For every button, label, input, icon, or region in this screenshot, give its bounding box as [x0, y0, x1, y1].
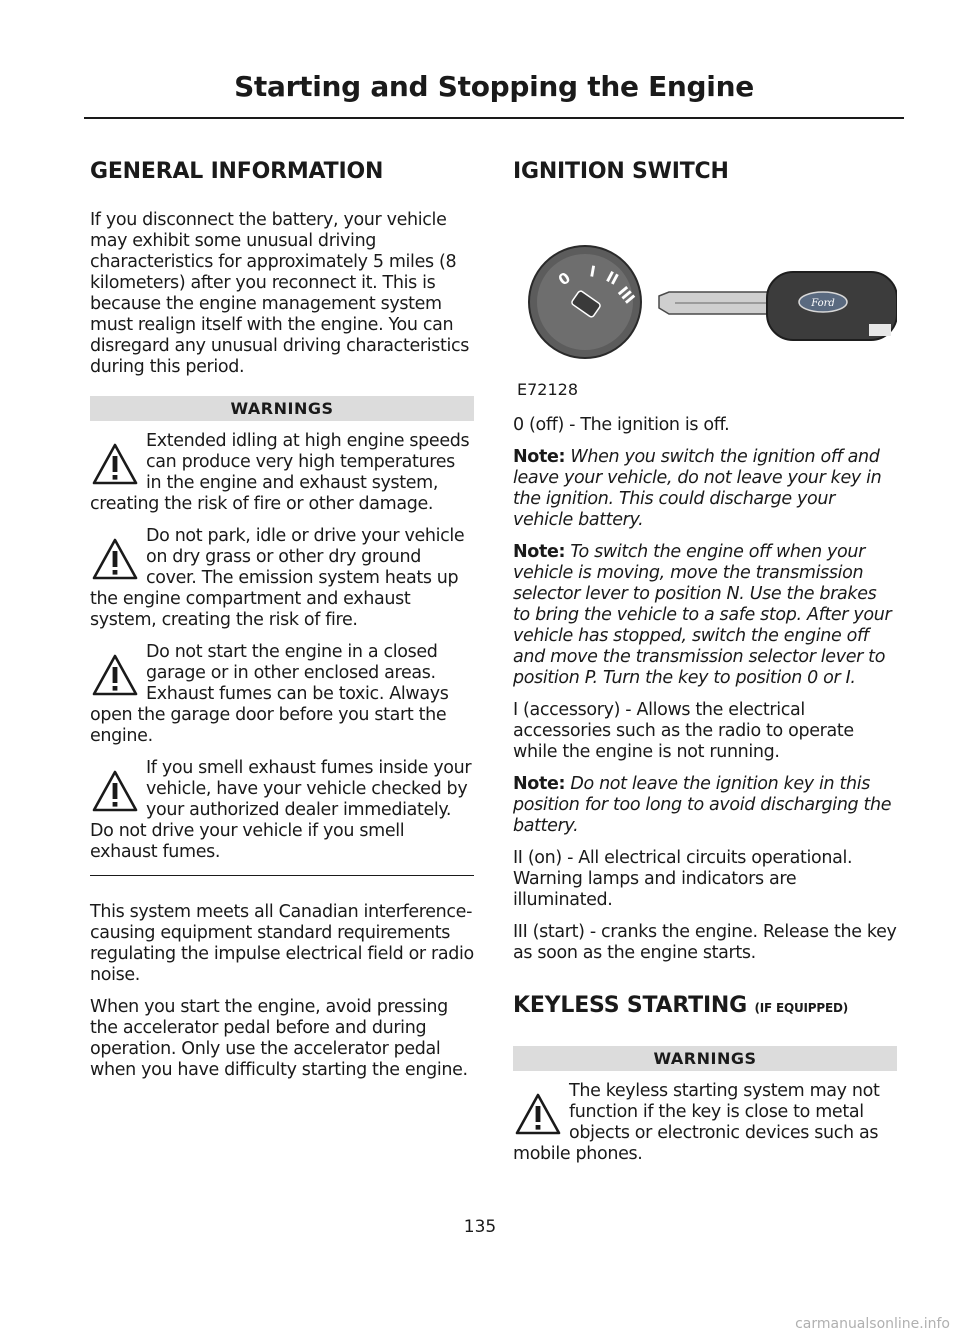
note-label: Note: — [513, 447, 566, 467]
note-text: When you switch the ignition off and leave your vehicle, do not leave your key in the ignition. This could discharge your vehicle battery. — [513, 447, 882, 530]
warning-triangle-icon — [90, 650, 140, 700]
canadian-standard-paragraph: This system meets all Canadian interference-causing equipment standard requirements regulating the impulse electrical field or radio noise. — [90, 902, 474, 985]
keyless-heading-text: KEYLESS STARTING — [513, 993, 747, 1018]
position-on-text: II (on) - All electrical circuits operational. Warning lamps and indicators are illuminated. — [513, 848, 853, 910]
left-column — [90, 152, 474, 1092]
ignition-key-illustration — [513, 210, 897, 380]
ignition-switch-heading: IGNITION SWITCH — [513, 159, 729, 184]
position-off-text: 0 (off) - The ignition is off. — [513, 415, 730, 435]
note-label: Note: — [513, 542, 566, 562]
accelerator-paragraph: When you start the engine, avoid pressing the accelerator pedal before and during operation. Only use the accelerator pedal when you have difficulty starting the engine. — [90, 997, 468, 1080]
note-3 — [513, 774, 897, 837]
warning-text: Do not start the engine in a closed garage or in other enclosed areas. Exhaust fumes can be toxic. Always open the garage door before you start the engine. — [90, 642, 449, 746]
warning-triangle-icon — [513, 1089, 563, 1139]
note-text: To switch the engine off when your vehicle is moving, move the transmission selector lever to position N. Use the brakes to bring the vehicle to a safe stop. After your vehicle has stopped, switch the engine off and move the transmission selector lever to position P. Turn the key to position 0 or I. — [513, 542, 892, 688]
key-label-tag — [869, 324, 891, 336]
warning-triangle-icon — [90, 534, 140, 584]
keyless-warnings-title: WARNINGS — [513, 1046, 897, 1071]
position-accessory-text: I (accessory) - Allows the electrical accessories such as the radio to operate while the engine is not running. — [513, 700, 854, 762]
warning-item — [513, 1081, 897, 1165]
keyless-starting-heading — [513, 986, 897, 1028]
header-rule — [84, 117, 904, 119]
ford-logo-text: Ford — [811, 298, 835, 309]
position-2-label: II — [603, 267, 622, 289]
warnings-end-rule — [90, 875, 474, 876]
watermark: carmanualsonline.info — [795, 1316, 950, 1332]
warning-text: Extended idling at high engine speeds can produce very high temperatures in the engine and exhaust system, creating the risk of fire or other damage. — [90, 431, 470, 514]
position-start-text: III (start) - cranks the engine. Release the key as soon as the engine starts. — [513, 922, 897, 963]
intro-paragraph: If you disconnect the battery, your vehicle may exhibit some unusual driving characteristics for approximately 5 miles (8 kilometers) after you reconnect it. This is because the engine management system must realign itself with the engine. You can disregard any unusual driving characteristics during this period. — [90, 210, 470, 377]
warning-triangle-icon — [90, 439, 140, 489]
right-column — [513, 152, 897, 1176]
position-0-label: 0 — [554, 268, 574, 290]
warning-text: If you smell exhaust fumes inside your vehicle, have your vehicle checked by your authorized dealer immediately. Do not drive your vehicle if you smell exhaust fumes. — [90, 758, 472, 862]
note-2 — [513, 542, 897, 689]
warning-triangle-icon — [90, 766, 140, 816]
figure-code: E72128 — [517, 380, 579, 399]
page-header-title: Starting and Stopping the Engine — [234, 70, 754, 103]
warning-item — [90, 526, 474, 631]
warning-item — [90, 642, 474, 747]
ignition-figure — [513, 210, 897, 415]
warning-item — [90, 431, 474, 515]
page-number: 135 — [463, 1217, 497, 1237]
note-label: Note: — [513, 774, 566, 794]
general-information-heading: GENERAL INFORMATION — [90, 159, 384, 184]
note-text: Do not leave the ignition key in this position for too long to avoid discharging the battery. — [513, 774, 892, 836]
warnings-title: WARNINGS — [90, 396, 474, 421]
note-1 — [513, 447, 897, 531]
position-1-label: I — [588, 262, 597, 281]
warning-text: The keyless starting system may not function if the key is close to metal objects or electronic devices such as mobile phones. — [513, 1081, 880, 1164]
position-3-label: III — [613, 283, 639, 308]
keyless-if-equipped: (IF EQUIPPED) — [754, 1001, 849, 1015]
warning-text: Do not park, idle or drive your vehicle on dry grass or other dry ground cover. The emission system heats up the engine compartment and exhaust system, creating the risk of fire. — [90, 526, 465, 630]
warning-item — [90, 758, 474, 863]
